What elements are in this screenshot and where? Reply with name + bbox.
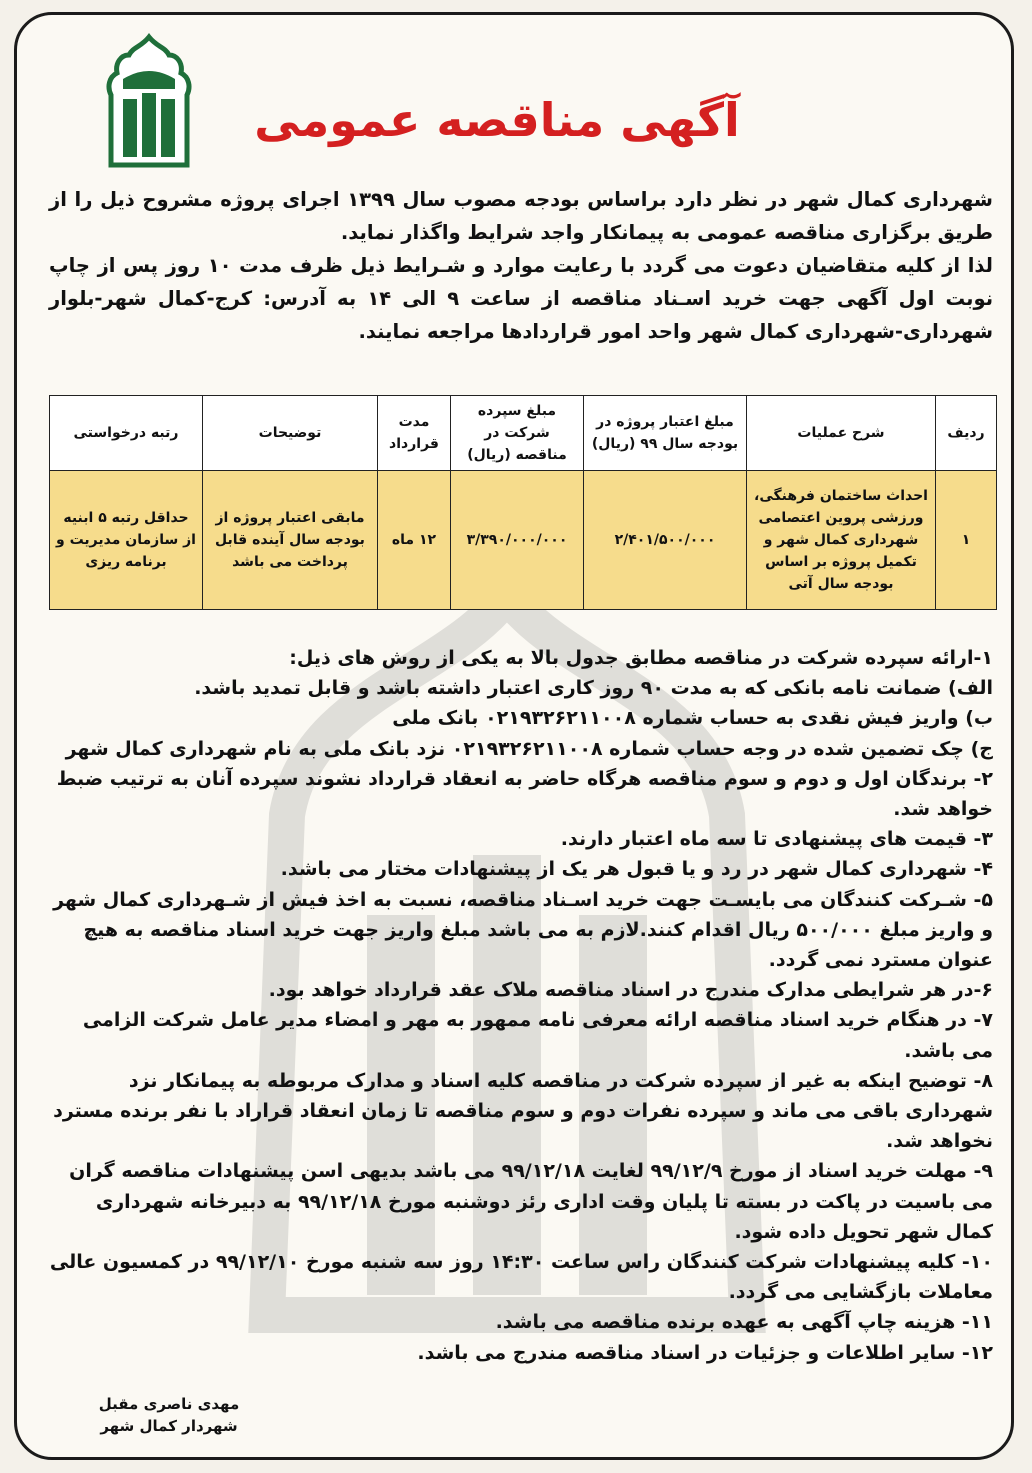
header-operation: شرح عملیات [747,396,936,471]
condition-item: ۳- قیمت های پیشنهادی تا سه ماه اعتبار دارند. [560,828,993,851]
header-deposit: مبلغ سپرده شرکت در مناقصه (ریال) [451,396,584,471]
intro-paragraph: شهرداری کمال شهر در نظر دارد براساس بودجه مصوب سال ۱۳۹۹ اجرای پروژه مشروح ذیل را از طریق برگزاری مناقصه عمومی به پیمانکار واجد شرایط واگذار نماید. [49,188,993,244]
condition-item: ۱۲- سایر اطلاعات و جزئیات در اسناد مناقصه مندرج می باشد. [417,1341,993,1364]
condition-item: ۷- در هنگام خرید اسناد مناقصه ارائه معرفی نامه ممهور به مهر و امضاء مدیر عامل شرکت الزامی می باشد. [82,1009,993,1062]
condition-item: ۱-ارائه سپرده شرکت در مناقصه مطابق جدول بالا به یکی از روش های ذیل: [289,647,993,669]
header-notes: توضیحات [203,396,378,471]
condition-item: ۶-در هر شرایطی مدارک مندرج در اسناد مناقصه ملاک عقد قرارداد خواهد بود. [268,979,993,1002]
header-budget: مبلغ اعتبار پروژه در بودجه سال ۹۹ (ریال) [584,396,747,471]
cell-budget: ۲/۴۰۱/۵۰۰/۰۰۰ [584,471,747,610]
condition-item: ج) چک تضمین شده در وجه حساب شماره ۰۲۱۹۳۲۶۲۱۱۰۰۸ نزد بانک ملی به نام شهرداری کمال شهر [65,737,993,760]
cell-operation: احداث ساختمان فرهنگی، ورزشی پروین اعتصامی شهرداری کمال شهر و تکمیل پروژه بر اساس بودجه سال آتی [747,471,936,610]
conditions-list [49,643,993,1368]
cell-grade: حداقل رتبه ۵ ابنیه از سازمان مدیریت و برنامه ریزی [50,471,203,610]
condition-item: ب) واریز فیش نقدی به حساب شماره ۰۲۱۹۳۲۶۲۱۱۰۰۸ بانک ملی [392,707,993,730]
condition-item: ۸- توضیح اینکه به غیر از سپرده شرکت در مناقصه کلیه اسناد و مدارک مربوطه به پیمانکار نزد شهرداری باقی می ماند و سپرده نفرات دوم و سوم مناقصه تا زمان انعقاد قراراد با نفر برنده مسترد نخواهد شد. [53,1069,993,1153]
condition-item: ۱۰- کلیه پیشنهادات شرکت کنندگان راس ساعت ۱۴:۳۰ روز سه شنبه مورخ ۹۹/۱۲/۱۰ در کمسیون عالی معاملات بازگشایی می گردد. [49,1251,993,1304]
condition-item: ۴- شهرداری کمال شهر در رد و یا قبول هر یک از پیشنهادات مختار می باشد. [280,858,993,881]
header-grade: رتبه درخواستی [50,396,203,471]
signer-role: شهردار کمال شهر [100,1417,238,1435]
header-duration: مدت قرارداد [378,396,451,471]
cell-duration: ۱۲ ماه [378,471,451,610]
condition-item: ۲- برندگان اول و دوم و سوم مناقصه هرگاه حاضر به انعقاد قرارداد نشوند سپرده آنان به ترتیب ضبط خواهد شد. [56,767,993,821]
condition-item: ۵- شـرکت کنندگان می بایسـت جهت خرید اسـناد مناقصه، نسبت به اخذ فیش از شـهرداری کمال شهر و واریز مبلغ ۵۰۰/۰۰۰ ریال اقدام کنند.لازم به می باشد مبلغ واریز جهت خرید اسناد مناقصه به هیچ عنوان مسترد نمی گردد. [53,888,993,972]
cell-row-no: ۱ [936,471,997,610]
header-row-no: ردیف [936,396,997,471]
intro-paragraph: لذا از کلیه متقاضیان دعوت می گردد با رعایت موارد و شـرایط ذیل ظرف مدت ۱۰ روز پس از چاپ نوبت اول آگهی جهت خرید اسـناد مناقصه از ساعت ۹ الی ۱۴ به آدرس: کرج-کمال شهر-بلوار شهرداری-شهرداری کمال شهر واحد امور قراردادها مراجعه نمایند. [49,254,994,343]
operations-table [49,395,997,610]
notice-title: آگهی مناقصه عمومی [254,93,740,147]
table-header-row [50,396,997,471]
condition-item: ۱۱- هزینه چاپ آگهی به عهده برنده مناقصه می باشد. [495,1311,993,1334]
signature-block [69,1393,269,1437]
condition-item: ۹- مهلت خرید اسناد از مورخ ۹۹/۱۲/۹ لغایت ۹۹/۱۲/۱۸ می باشد بدیهی اسن پیشنهادات مناقصه گران می باسیت در پاکت در بسته تا پلیان وقت اداری رئز دوشنبه مورخ ۹۹/۱۲/۱۸ به دبیرخانه شهرداری کمال شهر تحویل داده شود. [69,1160,993,1243]
intro-text [49,183,993,348]
table-row [50,471,997,610]
cell-deposit: ۳/۳۹۰/۰۰۰/۰۰۰ [451,471,584,610]
notice-frame [14,12,1014,1460]
municipality-logo-icon [103,33,195,171]
condition-item: الف) ضمانت نامه بانکی که به مدت ۹۰ روز کاری اعتبار داشته باشد و قابل تمدید باشد. [194,677,993,700]
signer-name: مهدی ناصری مقبل [98,1395,240,1413]
cell-notes: مابقی اعتبار پروژه از بودجه سال آینده قابل پرداخت می باشد [203,471,378,610]
